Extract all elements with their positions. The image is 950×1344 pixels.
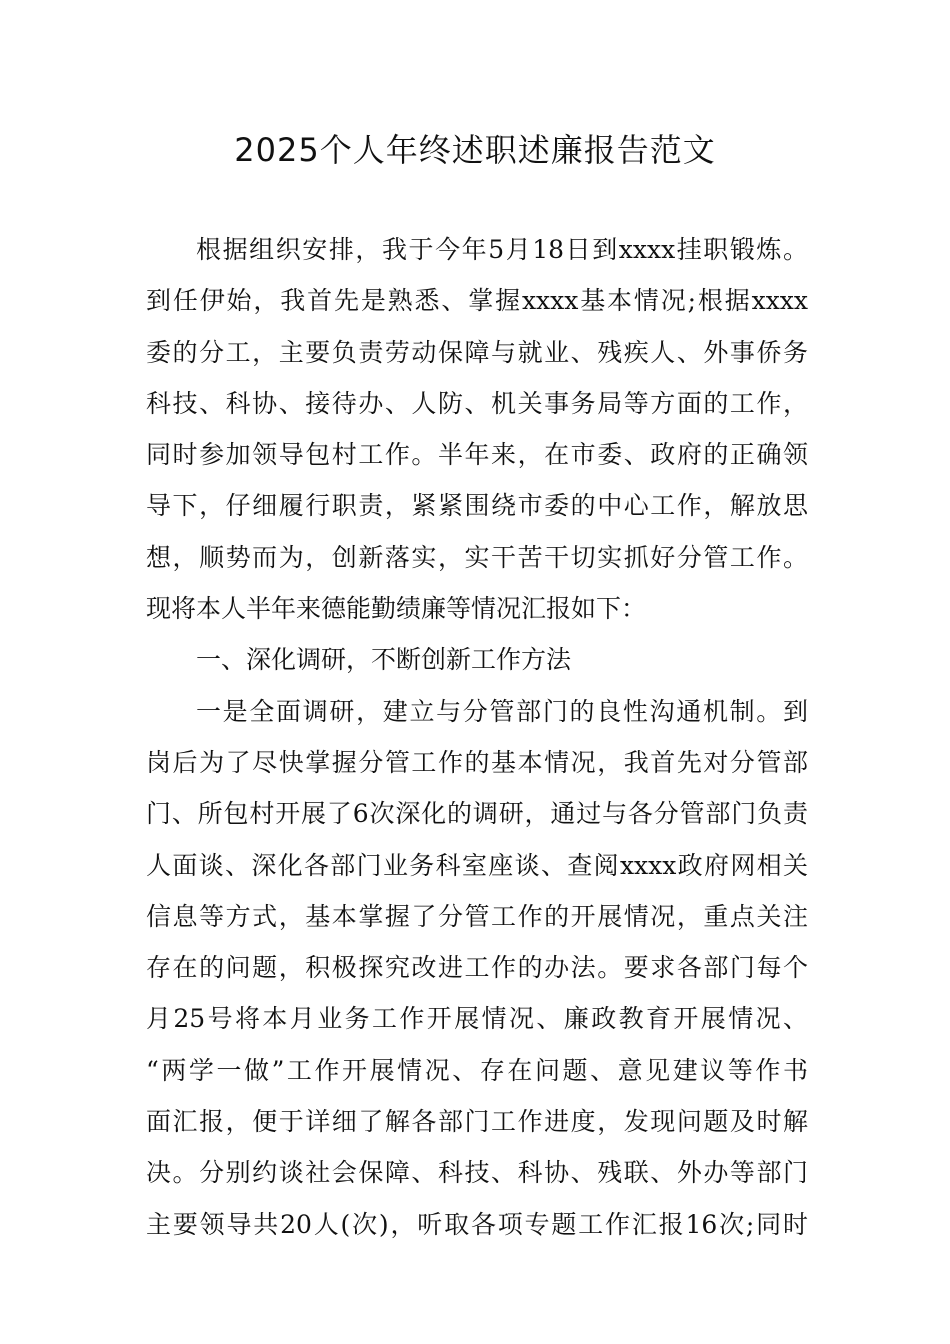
body-line: 同时参加领导包村工作。半年来，在市委、政府的正确领 xyxy=(146,440,808,470)
body-line: 现将本人半年来德能勤绩廉等情况汇报如下： xyxy=(146,594,647,624)
body-line: 存在的问题，积极探究改进工作的办法。要求各部门每个 xyxy=(146,953,808,983)
body-line: 一是全面调研，建立与分管部门的良性沟通机制。到 xyxy=(196,696,808,726)
document-title: 2025个人年终述职述廉报告范文 xyxy=(234,131,716,169)
body-line: 月25号将本月业务工作开展情况、廉政教育开展情况、 xyxy=(146,1004,808,1034)
body-line: 信息等方式，基本掌握了分管工作的开展情况，重点关注 xyxy=(146,901,808,931)
body-line: 一、深化调研，不断创新工作方法 xyxy=(196,645,572,675)
body-line: 到任伊始，我首先是熟悉、掌握xxxx基本情况;根据xxxx xyxy=(146,286,808,316)
body-line: 面汇报，便于详细了解各部门工作进度，发现问题及时解 xyxy=(146,1107,808,1137)
body-line: 导下，仔细履行职责，紧紧围绕市委的中心工作，解放思 xyxy=(146,491,808,521)
document-body xyxy=(146,224,808,1250)
body-line: 根据组织安排，我于今年5月18日到xxxx挂职锻炼。 xyxy=(196,235,808,264)
body-line: 门、所包村开展了6次深化的调研，通过与各分管部门负责 xyxy=(146,799,808,829)
body-line: “两学一做”工作开展情况、存在问题、意见建议等作书 xyxy=(146,1055,808,1085)
body-line: 科技、科协、接待办、人防、机关事务局等方面的工作， xyxy=(146,388,808,418)
body-line: 想，顺势而为，创新落实，实干苦干切实抓好分管工作。 xyxy=(146,542,808,572)
body-line: 决。分别约谈社会保障、科技、科协、残联、外办等部门 xyxy=(146,1158,808,1188)
body-line: 主要领导共20人(次)，听取各项专题工作汇报16次;同时 xyxy=(146,1209,808,1239)
body-line: 委的分工，主要负责劳动保障与就业、残疾人、外事侨务 xyxy=(146,337,808,367)
body-line: 岗后为了尽快掌握分管工作的基本情况，我首先对分管部 xyxy=(146,747,808,777)
body-line: 人面谈、深化各部门业务科室座谈、查阅xxxx政府网相关 xyxy=(146,850,808,880)
